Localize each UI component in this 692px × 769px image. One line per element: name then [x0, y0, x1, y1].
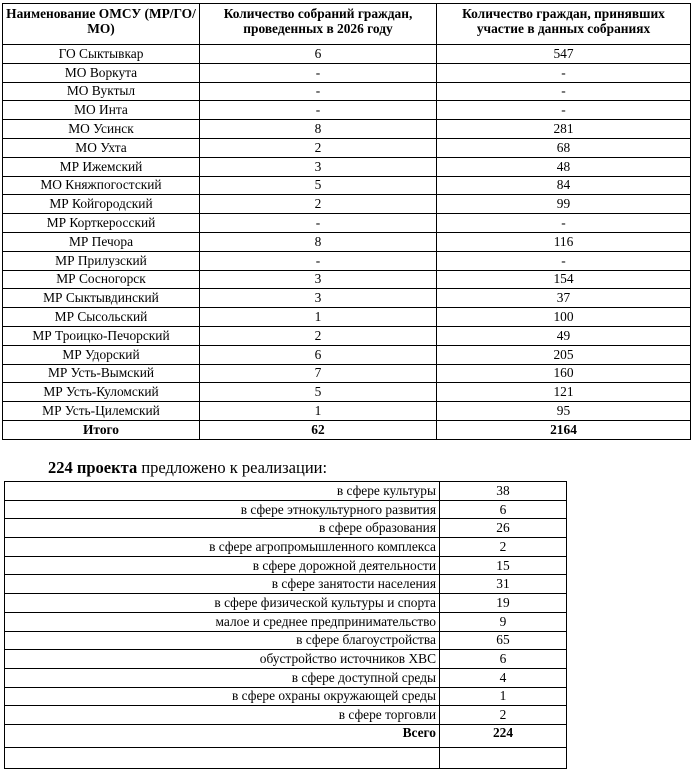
participants-cell: 160 — [437, 364, 691, 383]
header-meetings-count: Количество собраний граждан, проведенных в 2026 году — [200, 4, 437, 45]
project-sphere-label: малое и среднее предпринимательство — [5, 612, 440, 631]
participants-cell: 48 — [437, 157, 691, 176]
omsu-name-cell: МО Инта — [3, 101, 200, 120]
projects-blank-row — [5, 747, 567, 768]
project-count: 1 — [440, 687, 567, 706]
meetings-cell: 6 — [200, 345, 437, 364]
list-item — [5, 500, 567, 519]
table-row — [3, 383, 691, 402]
list-item — [5, 650, 567, 669]
omsu-name-cell: МО Княжпогостский — [3, 176, 200, 195]
participants-cell: 100 — [437, 308, 691, 327]
omsu-name-cell: МР Печора — [3, 232, 200, 251]
list-item — [5, 482, 567, 501]
omsu-name-cell: МР Ижемский — [3, 157, 200, 176]
table-row — [3, 289, 691, 308]
participants-cell: 68 — [437, 138, 691, 157]
omsu-name-cell: МР Усть-Куломский — [3, 383, 200, 402]
meetings-cell: 3 — [200, 289, 437, 308]
participants-cell: 95 — [437, 402, 691, 421]
list-item — [5, 575, 567, 594]
meetings-table — [2, 3, 691, 440]
header-omsu-name: Наименование ОМСУ (МР/ГО/МО) — [3, 4, 200, 45]
project-count: 38 — [440, 482, 567, 501]
omsu-name-cell: МР Усть-Вымский — [3, 364, 200, 383]
participants-cell: 116 — [437, 232, 691, 251]
project-sphere-label: в сфере занятости населения — [5, 575, 440, 594]
meetings-table-header — [3, 4, 691, 45]
projects-caption-text: предложено к реализации: — [137, 458, 328, 477]
omsu-name-cell: МР Сосногорск — [3, 270, 200, 289]
blank-cell — [5, 747, 440, 768]
omsu-name-cell: МО Вуктыл — [3, 82, 200, 101]
participants-cell: 121 — [437, 383, 691, 402]
participants-cell: 49 — [437, 326, 691, 345]
project-sphere-label: в сфере охраны окружающей среды — [5, 687, 440, 706]
omsu-name-cell: МР Удорский — [3, 345, 200, 364]
list-item — [5, 612, 567, 631]
table-row — [3, 345, 691, 364]
meetings-cell: 3 — [200, 157, 437, 176]
meetings-cell: 2 — [200, 195, 437, 214]
project-sphere-label: в сфере доступной среды — [5, 668, 440, 687]
table-row — [3, 232, 691, 251]
blank-cell — [440, 747, 567, 768]
project-count: 65 — [440, 631, 567, 650]
participants-cell: 99 — [437, 195, 691, 214]
meetings-cell: - — [200, 214, 437, 233]
project-sphere-label: в сфере образования — [5, 519, 440, 538]
table-row — [3, 82, 691, 101]
list-item — [5, 631, 567, 650]
total-participants: 2164 — [437, 420, 691, 439]
project-count: 19 — [440, 594, 567, 613]
participants-cell: 154 — [437, 270, 691, 289]
project-count: 2 — [440, 538, 567, 557]
omsu-name-cell: МР Троицко-Печорский — [3, 326, 200, 345]
table-row — [3, 402, 691, 421]
meetings-cell: 6 — [200, 45, 437, 64]
project-sphere-label: в сфере дорожной деятельности — [5, 556, 440, 575]
participants-cell: - — [437, 251, 691, 270]
omsu-name-cell: МР Сыктывдинский — [3, 289, 200, 308]
table-row — [3, 308, 691, 327]
omsu-name-cell: ГО Сыктывкар — [3, 45, 200, 64]
meetings-cell: 7 — [200, 364, 437, 383]
table-row — [3, 214, 691, 233]
table-row — [3, 270, 691, 289]
table-row — [3, 195, 691, 214]
project-count: 6 — [440, 650, 567, 669]
project-count: 6 — [440, 500, 567, 519]
project-sphere-label: в сфере физической культуры и спорта — [5, 594, 440, 613]
project-count: 15 — [440, 556, 567, 575]
total-label: Итого — [3, 420, 200, 439]
meetings-cell: 5 — [200, 176, 437, 195]
table-row — [3, 45, 691, 64]
participants-cell: - — [437, 63, 691, 82]
table-row — [3, 364, 691, 383]
meetings-cell: - — [200, 101, 437, 120]
list-item — [5, 556, 567, 575]
omsu-name-cell: МО Воркута — [3, 63, 200, 82]
list-item — [5, 687, 567, 706]
projects-table — [4, 481, 567, 769]
participants-cell: - — [437, 101, 691, 120]
projects-total-value: 224 — [440, 724, 567, 747]
meetings-cell: 8 — [200, 120, 437, 139]
project-count: 31 — [440, 575, 567, 594]
table-row — [3, 120, 691, 139]
list-item — [5, 706, 567, 725]
project-count: 9 — [440, 612, 567, 631]
participants-cell: 281 — [437, 120, 691, 139]
table-row — [3, 63, 691, 82]
total-meetings: 62 — [200, 420, 437, 439]
project-sphere-label: в сфере культуры — [5, 482, 440, 501]
meetings-cell: - — [200, 251, 437, 270]
projects-total-label: Всего — [5, 724, 440, 747]
meetings-cell: 5 — [200, 383, 437, 402]
omsu-name-cell: МР Корткеросский — [3, 214, 200, 233]
omsu-name-cell: МР Койгородский — [3, 195, 200, 214]
table-row — [3, 157, 691, 176]
projects-table-body — [5, 482, 567, 725]
meetings-table-body — [3, 45, 691, 421]
list-item — [5, 594, 567, 613]
projects-caption — [48, 458, 327, 478]
meetings-cell: - — [200, 63, 437, 82]
meetings-cell: 3 — [200, 270, 437, 289]
header-participants-count: Количество граждан, принявших участие в данных собраниях — [437, 4, 691, 45]
project-sphere-label: в сфере агропромышленного комплекса — [5, 538, 440, 557]
table-row — [3, 326, 691, 345]
omsu-name-cell: МР Прилузский — [3, 251, 200, 270]
participants-cell: - — [437, 214, 691, 233]
meetings-cell: 8 — [200, 232, 437, 251]
meetings-table-total-row — [3, 420, 691, 439]
meetings-cell: 1 — [200, 402, 437, 421]
participants-cell: 37 — [437, 289, 691, 308]
participants-cell: 84 — [437, 176, 691, 195]
project-sphere-label: в сфере благоустройства — [5, 631, 440, 650]
participants-cell: 547 — [437, 45, 691, 64]
omsu-name-cell: МО Ухта — [3, 138, 200, 157]
table-row — [3, 138, 691, 157]
omsu-name-cell: МР Усть-Цилемский — [3, 402, 200, 421]
meetings-cell: - — [200, 82, 437, 101]
meetings-cell: 2 — [200, 326, 437, 345]
list-item — [5, 538, 567, 557]
table-row — [3, 101, 691, 120]
table-row — [3, 176, 691, 195]
project-sphere-label: в сфере этнокультурного развития — [5, 500, 440, 519]
participants-cell: 205 — [437, 345, 691, 364]
project-sphere-label: в сфере торговли — [5, 706, 440, 725]
project-sphere-label: обустройство источников ХВС — [5, 650, 440, 669]
project-count: 26 — [440, 519, 567, 538]
table-row — [3, 251, 691, 270]
project-count: 4 — [440, 668, 567, 687]
omsu-name-cell: МР Сысольский — [3, 308, 200, 327]
omsu-name-cell: МО Усинск — [3, 120, 200, 139]
list-item — [5, 519, 567, 538]
projects-count: 224 проекта — [48, 458, 138, 477]
meetings-cell: 1 — [200, 308, 437, 327]
list-item — [5, 668, 567, 687]
meetings-cell: 2 — [200, 138, 437, 157]
projects-total-row — [5, 724, 567, 747]
project-count: 2 — [440, 706, 567, 725]
participants-cell: - — [437, 82, 691, 101]
